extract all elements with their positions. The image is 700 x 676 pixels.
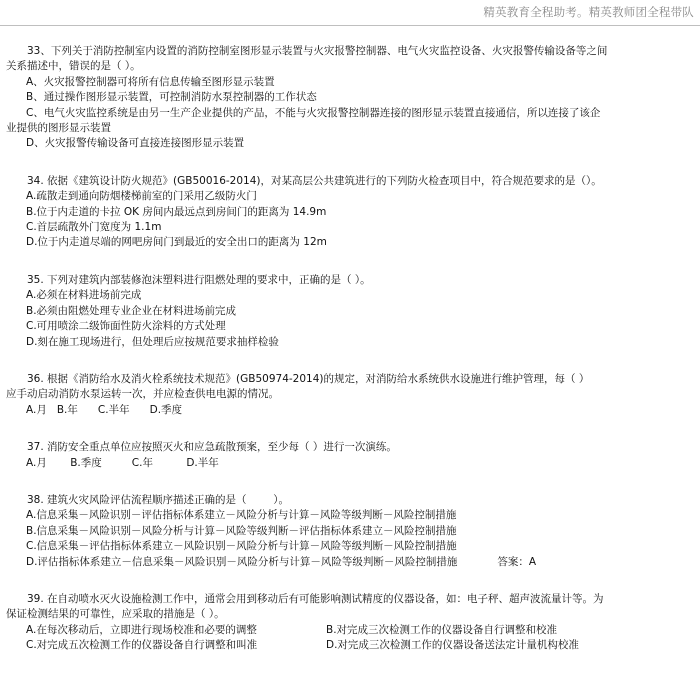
question-stem: 39. 在自动喷水灭火设施检测工作中，通常会用到移动后有可能影响测试精度的仪器设备，如：电子秤、超声波流量计等。为 xyxy=(27,592,604,605)
question-stem-continued: 应手动启动消防水泵运转一次，并应检查供电电源的情况。 xyxy=(6,388,279,401)
option-b: B.必须由阻燃处理专业企业在材料进场前完成 xyxy=(26,304,237,317)
option-c: C.对完成五次检测工作的仪器设备自行调整和叫准 xyxy=(26,639,258,652)
option-c: C.首层疏散外门宽度为 1.1m xyxy=(26,221,162,234)
option-b: B.位于内走道的卡拉 OK 房间内最远点到房间门的距离为 14.9m xyxy=(26,205,327,218)
option-d: D.位于内走道尽端的网吧房间门到最近的安全出口的距离为 12m xyxy=(26,236,327,249)
question-33 xyxy=(0,44,696,152)
question-37 xyxy=(0,440,696,471)
option-d: D、火灾报警传输设备可直接连接图形显示装置 xyxy=(26,137,245,150)
option-a: A、火灾报警控制器可将所有信息传输至图形显示装置 xyxy=(26,75,275,88)
question-stem: 38. 建筑火灾风险评估流程顺序描述正确的是（ ）。 xyxy=(27,493,289,506)
question-stem-continued: 保证检测结果的可靠性，应采取的措施是（ ）。 xyxy=(6,608,225,621)
option-a: A.在每次移动后，立即进行现场校准和必要的调整 xyxy=(26,623,257,636)
option-a: A.疏散走到通向防烟楼梯前室的门采用乙级防火门 xyxy=(26,190,257,203)
question-stem: 34. 依据《建筑设计防火规范》(GB50016-2014)，对某高层公共建筑进行的下列防火检查项目中，符合规范要求的是（）。 xyxy=(27,174,602,187)
options-row: A.月 B.季度 C.年 D.半年 xyxy=(26,456,219,469)
exam-content xyxy=(0,44,696,676)
option-c: C、电气火灾监控系统是由另一生产企业提供的产品，不能与火灾报警控制器连接的图形显示装置直接通信，所以连接了该企 xyxy=(26,106,601,119)
question-stem-continued: 关系描述中，错误的是（ ）。 xyxy=(6,60,141,73)
question-39 xyxy=(0,592,696,654)
option-d: D.刻在施工现场进行，但处理后应按规范要求抽样检验 xyxy=(26,335,279,348)
question-36 xyxy=(0,372,696,418)
answer-label: 答案：A xyxy=(497,555,537,568)
option-c: C.可用喷涂二级饰面性防火涂料的方式处理 xyxy=(26,320,226,333)
options-row-2 xyxy=(0,638,696,653)
option-d-with-answer xyxy=(0,555,696,570)
option-b: B.对完成三次检测工作的仪器设备自行调整和校准 xyxy=(326,623,558,636)
option-a: A.信息采集－风险识别－评估指标体系建立－风险分析与计算－风险等级判断－风险控制措施 xyxy=(26,509,457,522)
question-34 xyxy=(0,174,696,251)
question-35 xyxy=(0,273,696,350)
question-stem: 35. 下列对建筑内部装修泡沫塑料进行阻燃处理的要求中，正确的是（ ）。 xyxy=(27,273,371,286)
option-d: D.评估指标体系建立－信息采集－风险识别－风险分析与计算－风险等级判断－风险控制措施 xyxy=(26,555,458,568)
option-d: D.对完成三次检测工作的仪器设备送法定计量机构校准 xyxy=(326,639,579,652)
header-slogan: 精英教育全程助考。精英教师团全程带队 xyxy=(483,5,694,19)
option-b: B.信息采集－风险识别－风险分析与计算－风险等级判断－评估指标体系建立－风险控制措施 xyxy=(26,524,457,537)
header-divider xyxy=(0,25,700,26)
option-c-continued: 业提供的图形显示装置 xyxy=(6,122,111,135)
options-row: A.月 B.年 C.半年 D.季度 xyxy=(26,403,183,416)
options-row-1 xyxy=(0,623,696,638)
question-stem: 37. 消防安全重点单位应按照灭火和应急疏散预案，至少每（ ）进行一次演练。 xyxy=(27,441,397,454)
question-stem: 36. 根据《消防给水及消火栓系统技术规范》(GB50974-2014)的规定，对消防给水系统供水设施进行维护管理，每（ ） xyxy=(27,372,590,385)
question-stem: 33、下列关于消防控制室内设置的消防控制室图形显示装置与火灾报警控制器、电气火灾监控设备、火灾报警传输设备等之间 xyxy=(27,45,608,57)
option-c: C.信息采集－评估指标体系建立－风险识别－风险分析与计算－风险等级判断－风险控制措施 xyxy=(26,540,457,553)
page-header xyxy=(0,0,700,26)
question-38 xyxy=(0,493,696,570)
option-b: B、通过操作图形显示装置，可控制消防水泵控制器的工作状态 xyxy=(26,91,317,104)
option-a: A.必须在材料进场前完成 xyxy=(26,289,142,302)
